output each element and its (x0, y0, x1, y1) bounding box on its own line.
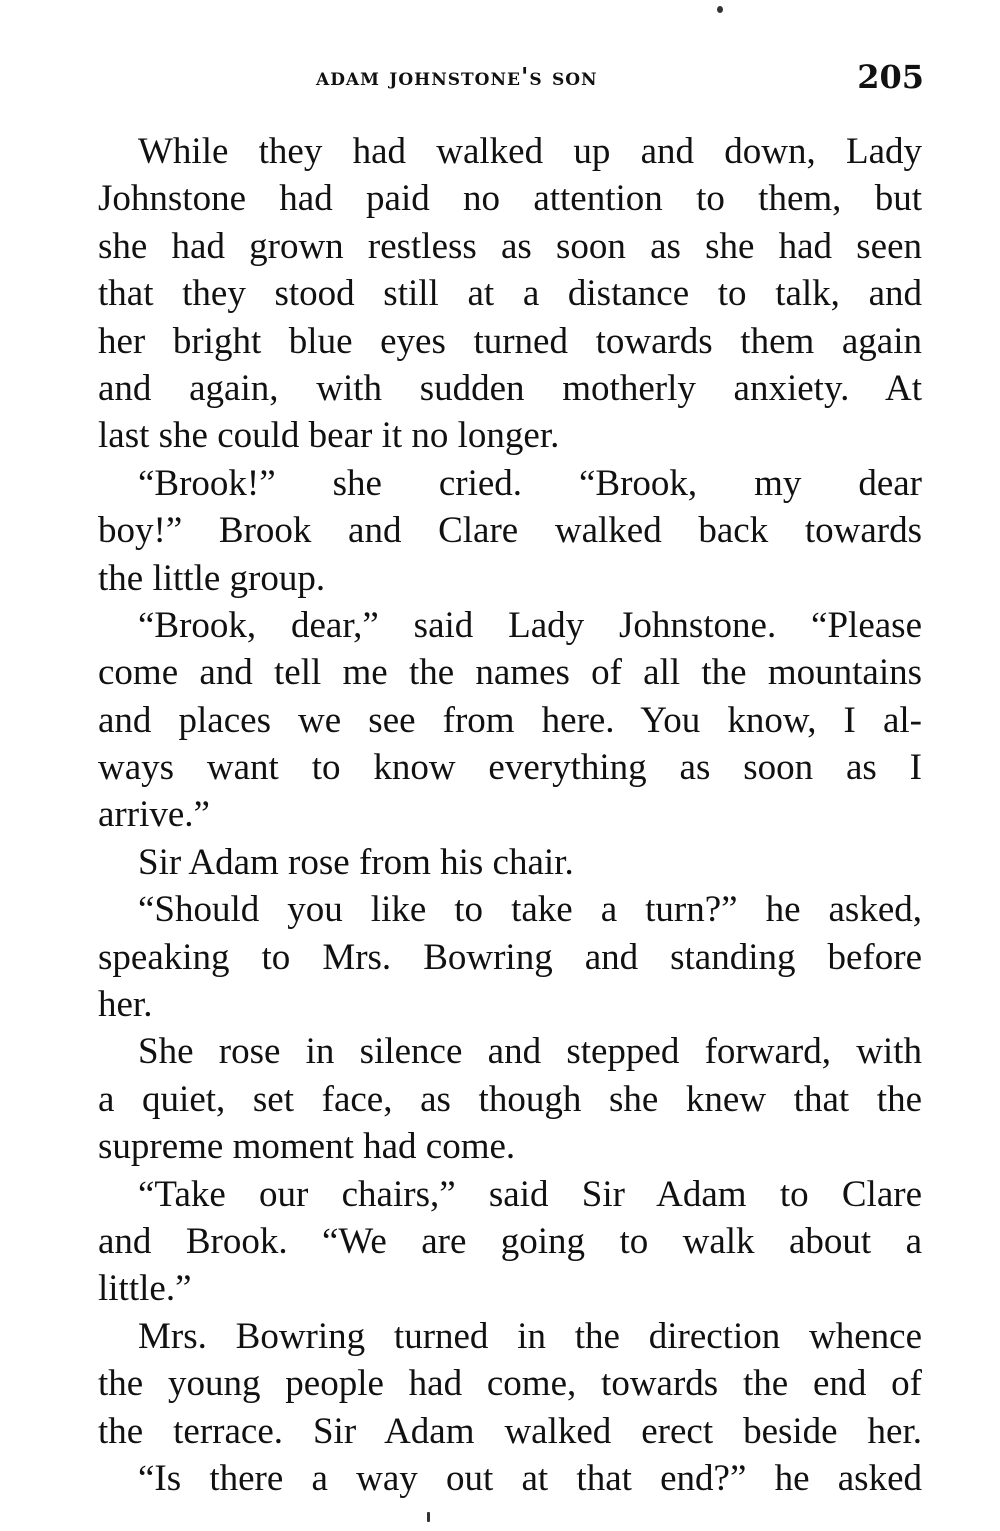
text-line: and places we see from here. You know, I al- (98, 699, 922, 741)
text-line: “Brook!” she cried. “Brook, my dear (138, 462, 922, 504)
text-line: Mrs. Bowring turned in the direction whence (138, 1315, 922, 1357)
text-line: she had grown restless as soon as she had seen (98, 225, 922, 267)
text-line: speaking to Mrs. Bowring and standing before (98, 936, 922, 978)
text-line: Johnstone had paid no attention to them, but (98, 178, 922, 220)
text-line: last she could bear it no longer. (98, 415, 560, 457)
text-line: supreme moment had come. (98, 1126, 516, 1168)
text-line: and again, with sudden motherly anxiety. At (98, 367, 922, 409)
text-line: and Brook. “We are going to walk about a (98, 1220, 922, 1262)
text-line: that they stood still at a distance to talk, and (98, 273, 922, 315)
text-line: ways want to know everything as soon as I (98, 747, 922, 789)
body-text (98, 128, 922, 1502)
page-number: 205 (857, 58, 924, 96)
text-line: come and tell me the names of all the mountains (98, 652, 922, 694)
text-line: Sir Adam rose from his chair. (138, 841, 574, 883)
text-line: “Is there a way out at that end?” he asked (138, 1457, 922, 1499)
text-line: boy!” Brook and Clare walked back towards (98, 510, 922, 552)
text-line: the little group. (98, 557, 326, 599)
running-title: adam johnstone's son (316, 62, 598, 91)
text-line: While they had walked up and down, Lady (138, 131, 922, 172)
text-line: her bright blue eyes turned towards them again (98, 320, 922, 362)
running-head (96, 58, 924, 98)
text-line: “Should you like to take a turn?” he asked, (138, 889, 922, 931)
print-speck (717, 6, 723, 13)
text-line: “Brook, dear,” said Lady Johnstone. “Please (138, 604, 922, 646)
text-line: a quiet, set face, as though she knew that the (98, 1078, 922, 1120)
text-line: her. (98, 984, 153, 1026)
print-speck (427, 1512, 430, 1522)
text-line: “Take our chairs,” said Sir Adam to Clare (138, 1173, 922, 1215)
text-line: arrive.” (98, 794, 210, 836)
text-line: the terrace. Sir Adam walked erect beside her. (98, 1410, 922, 1452)
text-line: little.” (98, 1268, 192, 1310)
text-line: She rose in silence and stepped forward, with (138, 1031, 922, 1073)
text-line: the young people had come, towards the end of (98, 1363, 922, 1405)
